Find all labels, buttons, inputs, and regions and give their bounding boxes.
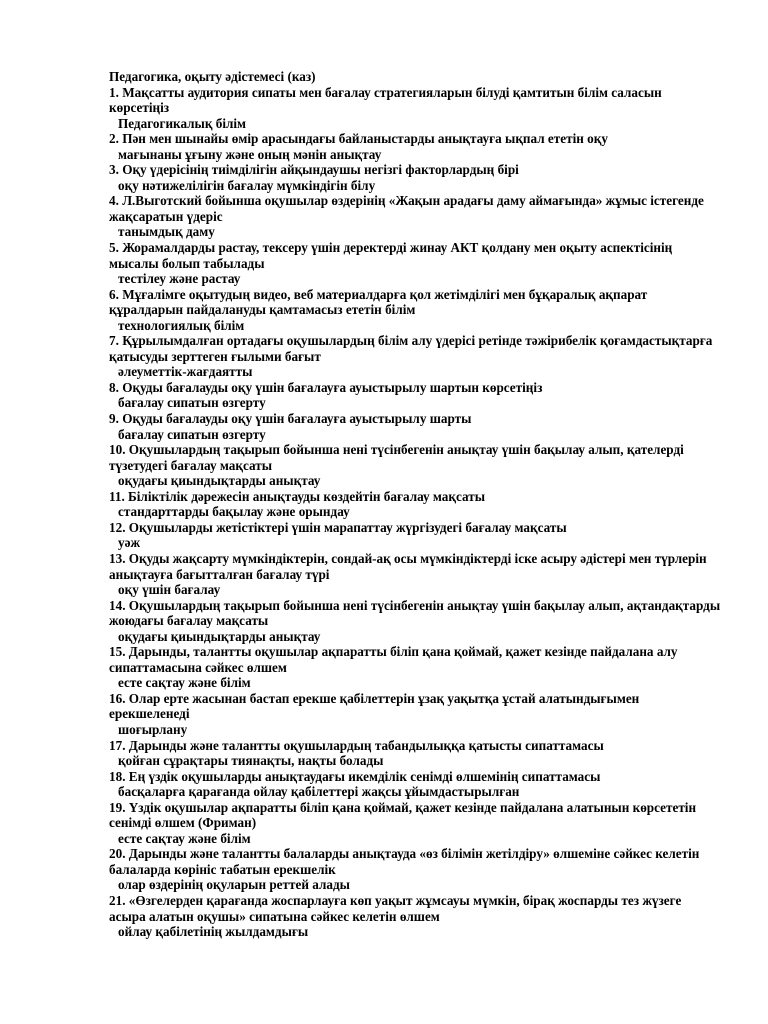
answer-text: ойлау қабілетінің жылдамдығы <box>118 924 309 940</box>
answer-row <box>109 395 721 411</box>
question-text: 17. Дарынды және талантты оқушылардың табандылыққа қатысты сипаттамасы <box>109 737 604 753</box>
question-text: 16. Олар ерте жасынан бастап ерекше қабілеттерін ұзақ уақытқа ұстай алатындығымен ерекшеленеді <box>109 690 640 722</box>
answer-row <box>109 364 721 380</box>
answer-row <box>109 784 721 800</box>
question-text: 21. «Өзгелерден қарағанда жоспарлауға көп уақыт жұмсауы мүмкін, бірақ жоспарды тез жүзеге асыра алатын оқушы» сипатына сәйкес келетін өлшем <box>109 892 682 924</box>
answer-text: уәж <box>118 535 141 551</box>
answer-row <box>109 178 721 194</box>
answer-text: қойған сұрақтары тиянақты, нақты болады <box>118 753 384 769</box>
answer-text: олар өздерінің оқуларын реттей алады <box>118 877 350 893</box>
answer-text: бағалау сипатын өзгерту <box>118 426 266 442</box>
answer-text: оқу нәтижелілігін бағалау мүмкіндігін білу <box>118 177 376 193</box>
answer-text: басқаларға қарағанда ойлау қабілеттері жақсы ұйымдастырылған <box>118 784 520 800</box>
answer-text: стандарттарды бақылау және орындау <box>118 504 350 520</box>
question-text: 19. Үздік оқушылар ақпаратты біліп қана қоймай, қажет кезінде пайдалана алатынын көрсететін сенімді өлшем (Фриман) <box>109 799 697 831</box>
question-text: 18. Ең үздік оқушыларды анықтаудағы икемділік сенімді өлшемінің сипаттамасы <box>109 768 601 784</box>
question-text: 20. Дарынды және талантты балаларды анықтауда «өз білімін жетілдіру» өлшеміне сәйкес келетін балаларда көрініс табатын ерекшелік <box>109 846 700 877</box>
answer-row <box>109 224 721 240</box>
document-title: Педагогика, оқыту әдістемесі (каз) <box>109 69 316 84</box>
answer-row <box>109 271 721 287</box>
answer-text: оқу үшін бағалау <box>118 582 221 598</box>
question-text: 9. Оқуды бағалауды оқу үшін бағалауға ауыстырылу шарты <box>109 411 472 427</box>
answer-text: технологиялық білім <box>118 317 245 333</box>
answer-row <box>109 722 721 738</box>
question-text: 12. Оқушыларды жетістіктері үшін марапаттау жүргізудегі бағалау мақсаты <box>109 519 567 535</box>
answer-text: танымдық даму <box>118 224 215 240</box>
answer-row <box>109 877 721 893</box>
question-text: 2. Пән мен шынайы өмір арасындағы байланыстарды анықтауға ықпал ететін оқу <box>109 131 608 147</box>
question-text: 6. Мұғалімге оқытудың видео, веб материалдарға қол жетімділігі мен бұқаралық ақпарат құралдарын пайдалануды қамтамасыз ететін білім <box>109 286 648 318</box>
answer-row <box>109 675 721 691</box>
question-text: 8. Оқуды бағалауды оқу үшін бағалауға ауыстырылу шартын көрсетіңіз <box>109 379 543 395</box>
answer-text: оқудағы қиындықтарды анықтау <box>118 473 321 489</box>
answer-row <box>109 116 721 132</box>
answer-row <box>109 831 721 847</box>
answer-row <box>109 473 721 489</box>
question-list <box>109 85 721 940</box>
question-text: 3. Оқу үдерісінің тиімділігін айқындаушы негізгі факторлардың бірі <box>109 162 519 178</box>
answer-text: әлеуметтік-жағдаятты <box>118 364 253 380</box>
question-text: 11. Біліктілік дәрежесін анықтауды көздейтін бағалау мақсаты <box>109 488 486 504</box>
answer-text: оқудағы қиындықтарды анықтау <box>118 628 321 644</box>
question-text: 13. Оқуды жақсарту мүмкіндіктерін, сондай-ақ осы мүмкіндіктерді іске асыру әдістері мен түрлерін анықтауға бағытталған бағалау түрі <box>109 550 707 582</box>
question-text: 14. Оқушылардың тақырып бойынша нені түсінбегенін анықтау үшін бақылау алып, ақтандақтарды жоюдағы бағалау мақсаты <box>109 597 721 629</box>
question-text: 5. Жорамалдарды растау, тексеру үшін деректерді жинау АКТ қолдану мен оқыту аспектісінің мысалы болып табылады <box>109 240 673 271</box>
question-text: 7. Құрылымдалған ортадағы оқушылардың білім алу үдерісі ретінде тәжірибелік қоғамдастықтарға қатысуды зерттеген ғылыми бағыт <box>109 333 713 364</box>
answer-row <box>109 427 721 443</box>
question-text: 1. Мақсатты аудитория сипаты мен бағалау стратегияларын білуді қамтитын білім саласын көрсетіңіз <box>109 84 662 116</box>
answer-row <box>109 582 721 598</box>
answer-row <box>109 318 721 334</box>
answer-text: бағалау сипатын өзгерту <box>118 395 266 411</box>
answer-row <box>109 753 721 769</box>
answer-text: есте сақтау және білім <box>118 675 251 691</box>
answer-row <box>109 504 721 520</box>
answer-text: есте сақтау және білім <box>118 830 251 846</box>
question-text: 10. Оқушылардың тақырып бойынша нені түсінбегенін анықтау үшін бақылау алып, қателерді түзетудегі бағалау мақсаты <box>109 442 684 473</box>
question-text: 4. Л.Выготский бойынша оқушылар өздерінің «Жақын арадағы даму аймағында» жұмыс істегенде жақсаратын үдеріс <box>109 193 704 224</box>
answer-text: шоғырлану <box>118 721 188 737</box>
answer-text: мағынаны ұғыну және оның мәнін анықтау <box>118 146 382 162</box>
answer-row <box>109 924 721 940</box>
answer-row <box>109 629 721 645</box>
answer-text: Педагогикалық білім <box>118 115 247 131</box>
answer-text: тестілеу және растау <box>118 271 241 287</box>
document-page <box>109 69 721 940</box>
question-text: 15. Дарынды, талантты оқушылар ақпаратты біліп қана қоймай, қажет кезінде пайдалана алу сипаттамасына сәйкес өлшем <box>109 644 678 675</box>
answer-row <box>109 535 721 551</box>
answer-row <box>109 147 721 163</box>
